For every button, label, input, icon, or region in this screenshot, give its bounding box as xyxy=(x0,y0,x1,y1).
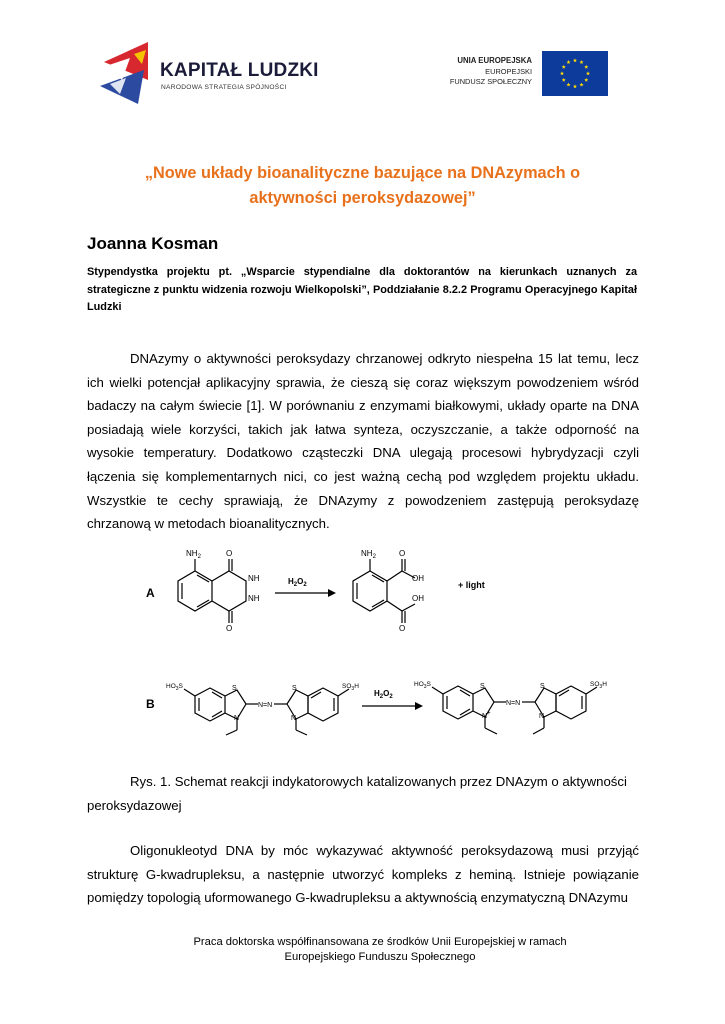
abts-right-nplus: N+ xyxy=(482,711,491,720)
eu-line2: EUROPEJSKI xyxy=(485,66,532,76)
reagent-a: $H_2O_2$ xyxy=(288,577,307,588)
eu-fund-label xyxy=(396,56,532,88)
abts-left-s1: S xyxy=(232,685,237,692)
eu-flag-icon xyxy=(542,51,608,96)
plus-light: + light xyxy=(458,580,485,590)
luminol-nh-1: NH xyxy=(248,574,260,583)
paragraph-intro: DNAzymy o aktywności peroksydazy chrzanowej odkryto niespełna 15 lat temu, lecz ich wielki potencjał aplikacyjny sprawia, że cieszą się coraz większym powodzeniem wśród badaczy na całym świecie [1]. W porównaniu z enzymami białkowymi, układy oparte na DNA posiadają wiele korzyści, takich jak łatwa synteza, oczyszczanie, a także odporność na wysokie temperatury. Dodatkowo cząsteczki DNA ulegają procesowi hybrydyzacji czyli łączenia się komplementarnych nici, co jest ważną cechą pod względem projektu układu. Wszystkie te cechy sprawiają, że DNAzymy z powodzeniem zastępują peroksydazę chrzanową w metodach bioanalitycznych. xyxy=(87,351,639,532)
product-oh-1: OH xyxy=(412,574,424,583)
luminol-o-top: O xyxy=(226,549,233,558)
abts-left-azo: N=N xyxy=(258,702,273,709)
abts-left-so3h: $HO_3S$ xyxy=(166,683,183,692)
luminol-nh-2: NH xyxy=(248,594,260,603)
reaction-scheme xyxy=(140,538,610,763)
abts-right-s2: S xyxy=(540,683,545,690)
eu-line3: FUNDUSZ SPOŁECZNY xyxy=(449,77,532,86)
footer-line1: Praca doktorska współfinansowana ze środków Unii Europejskiej w ramach xyxy=(193,936,567,948)
product-nh2: $NH_2$ xyxy=(361,549,376,560)
abts-right-s1: S xyxy=(480,683,485,690)
abts-left-so3h-right: $SO_3H$ xyxy=(342,683,359,692)
abts-left-n2: N xyxy=(291,715,297,722)
luminol-nh2: $NH_2$ xyxy=(186,549,201,560)
abts-right-azo: N=N xyxy=(506,700,521,707)
product-o-top: O xyxy=(399,549,406,558)
abts-right-n2: N xyxy=(539,713,545,720)
eu-line1: UNIA EUROPEJSKA xyxy=(457,56,532,65)
kapital-ludzki-subtitle: NARODOWA STRATEGIA SPÓJNOŚCI xyxy=(161,84,287,91)
figure-caption: Rys. 1. Schemat reakcji indykatorowych katalizowanych przez DNAzym o aktywności peroksydazowej xyxy=(87,774,627,813)
abts-right-so3h-right: $SO_3H$ xyxy=(590,681,607,690)
paragraph-g-quadruplex: Oligonukleotyd DNA by móc wykazywać aktywność peroksydazową musi przyjąć strukturę G-kwadrupleksu, a następnie utworzyć kompleks z heminą. Istnieje powiązanie pomiędzy topologią uformowanego G-kwadrupleksu a aktywnością enzymatyczną DNAzymu xyxy=(87,843,639,906)
kapital-ludzki-title: KAPITAŁ LUDZKI xyxy=(160,60,319,81)
abts-left-n1: N xyxy=(234,715,240,722)
product-oh-2: OH xyxy=(412,594,424,603)
scheme-label-a: A xyxy=(146,586,155,600)
author-name: Joanna Kosman xyxy=(87,234,219,253)
luminol-o-bottom: O xyxy=(226,624,233,633)
abts-left-s2: S xyxy=(292,685,297,692)
abts-right-so3h: $HO_3S$ xyxy=(414,681,431,690)
document-title: „Nowe układy bioanalityczne bazujące na DNAzymach o aktywności peroksydazowej” xyxy=(144,164,581,207)
author-affiliation: Stypendystka projektu pt. „Wsparcie stypendialne dla doktorantów na kierunkach uznanych za strategiczne z punktu widzenia rozwoju Wielkopolski”, Poddziałanie 8.2.2 Programu Operacyjnego Kapitał Ludzki xyxy=(87,266,637,313)
scheme-label-b: B xyxy=(146,697,155,711)
footer-funding-note xyxy=(100,935,660,965)
reagent-b: $H_2O_2$ xyxy=(374,689,393,700)
footer-line2: Europejskiego Funduszu Społecznego xyxy=(284,951,476,963)
product-o-bottom: O xyxy=(399,624,406,633)
